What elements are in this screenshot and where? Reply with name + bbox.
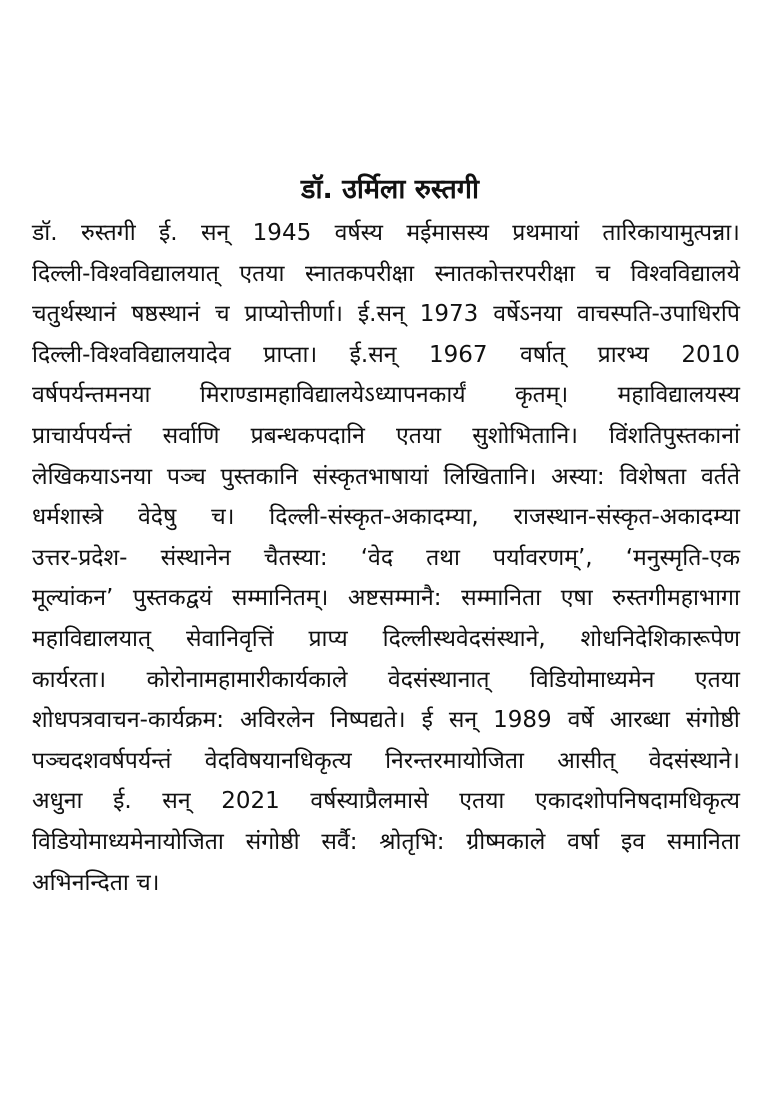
word: अविरलेन [240, 707, 315, 734]
word: शोधपत्रवाचन-कार्यक्रम: [32, 707, 225, 734]
word: शोधनिदेशिकारूपेण [580, 625, 740, 652]
word: दिल्लीस्थवेदसंस्थाने, [382, 625, 546, 652]
word: कोरोनामहामारीकार्यकाले [146, 666, 348, 693]
word: दिल्ली-विश्वविद्यालयात् [32, 260, 219, 287]
word: 1989 [493, 707, 552, 734]
text-line [32, 660, 740, 701]
word: डॉ. [32, 220, 58, 246]
word: ई [421, 707, 433, 734]
word: आसीत् [557, 747, 616, 774]
word: वेदसंस्थाने। [648, 747, 740, 774]
word: प्राप्ता। [263, 341, 318, 368]
word: सेवानिवृत्तिं [185, 625, 274, 652]
word: एतया [395, 422, 442, 449]
text-line [32, 619, 740, 660]
word: सन् [200, 220, 230, 246]
word: सर्वै: [321, 828, 358, 855]
word: विश्वविद्यालये [630, 260, 740, 287]
word: दिल्ली-संस्कृत-अकादम्या, [269, 504, 479, 531]
word: वर्षा [567, 828, 600, 855]
word: 1967 [429, 341, 488, 368]
word: एतया [239, 260, 285, 287]
word: विडियोमाध्यमेनायोजिता [32, 828, 224, 855]
word: रुस्तगी [80, 220, 136, 246]
word: मिराण्डामहाविद्यालयेऽध्यापनकार्यं [199, 382, 466, 409]
word: समानिता [666, 828, 740, 855]
word: इव [620, 828, 646, 855]
word: ई. [113, 788, 132, 815]
word: पुस्तकद्वयं [132, 585, 213, 612]
word: प्रबन्धकपदानि [250, 422, 365, 449]
word: ई.सन् [357, 301, 405, 328]
word: उत्तर-प्रदेश- [32, 544, 128, 571]
word: सम्मानितम्। [231, 585, 329, 612]
word: वर्तते [700, 463, 740, 490]
word: दिल्ली-विश्वविद्यालयादेव [32, 341, 231, 368]
word: 2010 [681, 341, 740, 368]
word: सन् [448, 707, 478, 734]
word: तथा [426, 544, 460, 571]
word: 2021 [221, 788, 280, 815]
word: सर्वाणि [162, 422, 220, 449]
word: धर्मशास्त्रे [32, 504, 104, 531]
word: वेदेषु [137, 504, 177, 531]
word: तारिकायामुत्पन्ना। [602, 220, 740, 246]
word: स्नातकपरीक्षा [304, 260, 415, 287]
text-line [32, 781, 740, 822]
word: च [595, 260, 611, 287]
word: वाचस्पति-उपाधिरपि [577, 301, 740, 328]
word: पञ्च [166, 463, 206, 490]
word: ‘मनुस्मृति-एक [625, 544, 740, 571]
word: वेदसंस्थानात् [387, 666, 490, 693]
word: सुशोभितानि। [472, 422, 578, 449]
word: चतुर्थस्थानं [32, 301, 117, 328]
word: विशेषता [619, 463, 687, 490]
text-line [32, 497, 740, 538]
word: एषा [560, 585, 593, 612]
word: संगोष्ठी [685, 707, 740, 734]
word: संस्कृतभाषायां [312, 463, 429, 490]
word: महाविद्यालयस्य [617, 382, 740, 409]
text-line [32, 578, 740, 619]
word: वर्षे [567, 707, 594, 734]
word: सम्मानिता [461, 585, 542, 612]
word: 1945 [252, 220, 312, 246]
word: प्राप्योत्तीर्णा। [244, 301, 343, 328]
text-line [32, 741, 740, 782]
word: लेखिकयाऽनया [32, 463, 153, 490]
word: राजस्थान-संस्कृत-अकादम्या [513, 504, 740, 531]
text-line-last: अभिनन्दिता च। [32, 869, 160, 896]
word: एकादशोपनिषदामधिकृत्य [535, 788, 740, 815]
word: संगोष्ठी [245, 828, 300, 855]
word: विडियोमाध्यमेन [529, 666, 655, 693]
word: पुस्तकानि [220, 463, 299, 490]
word: प्रारभ्य [597, 341, 649, 368]
text-line [32, 457, 740, 498]
word: वर्षस्य [334, 220, 383, 246]
word: प्राचार्यपर्यन्तं [32, 422, 132, 449]
page-title: डॉ. उर्मिला रुस्तगी [301, 174, 479, 205]
word: अधुना [32, 788, 83, 815]
word: स्नातकोत्तरपरीक्षा [434, 260, 575, 287]
word: लिखितानि। [443, 463, 537, 490]
word: वर्षात् [520, 341, 566, 368]
word: एतया [694, 666, 740, 693]
word: च [214, 301, 230, 328]
word: पञ्चदशवर्षपर्यन्तं [32, 747, 172, 774]
word: मूल्यांकन’ [32, 585, 114, 612]
word: वर्षस्याप्रैलमासे [310, 788, 429, 815]
word: वर्षपर्यन्तमनया [32, 382, 151, 409]
word: ई.सन् [349, 341, 397, 368]
text-line [32, 294, 740, 335]
word: प्राप्य [308, 625, 348, 652]
biography-paragraph [32, 213, 740, 903]
text-line [32, 375, 740, 416]
text-line [32, 416, 740, 457]
word: प्रथमायां [512, 220, 580, 246]
word: महाविद्यालयात् [32, 625, 152, 652]
word: विंशतिपुस्तकानां [609, 422, 740, 449]
word: कार्यरता। [32, 666, 107, 693]
word: पर्यावरणम्’, [493, 544, 593, 571]
text-line [32, 700, 740, 741]
text-line [32, 335, 740, 376]
word: ग्रीष्मकाले [466, 828, 546, 855]
word: निष्पद्यते। [330, 707, 406, 734]
word: आरब्धा [609, 707, 670, 734]
word: निरन्तरमायोजिता [385, 747, 524, 774]
text-line [32, 213, 740, 254]
word: षष्ठस्थानं [131, 301, 201, 328]
word: वर्षेऽनया [493, 301, 563, 328]
word: सन् [162, 788, 191, 815]
word: 1973 [419, 301, 479, 328]
word: चैतस्या: [263, 544, 328, 571]
word: संस्थानेन [160, 544, 231, 571]
text-line [32, 822, 740, 863]
word: कृतम्। [515, 382, 569, 409]
word: अस्या: [551, 463, 605, 490]
text-line [32, 538, 740, 579]
word: ई. [159, 220, 178, 246]
word: च। [211, 504, 235, 531]
word: मईमासस्य [406, 220, 489, 246]
word: ‘वेद [360, 544, 394, 571]
word: श्रोतृभि: [379, 828, 445, 855]
word: एतया [459, 788, 505, 815]
word: रुस्तगीमहाभागा [612, 585, 740, 612]
text-line [32, 254, 740, 295]
word: अष्टसम्मानै: [347, 585, 442, 612]
word: वेदविषयानधिकृत्य [204, 747, 352, 774]
